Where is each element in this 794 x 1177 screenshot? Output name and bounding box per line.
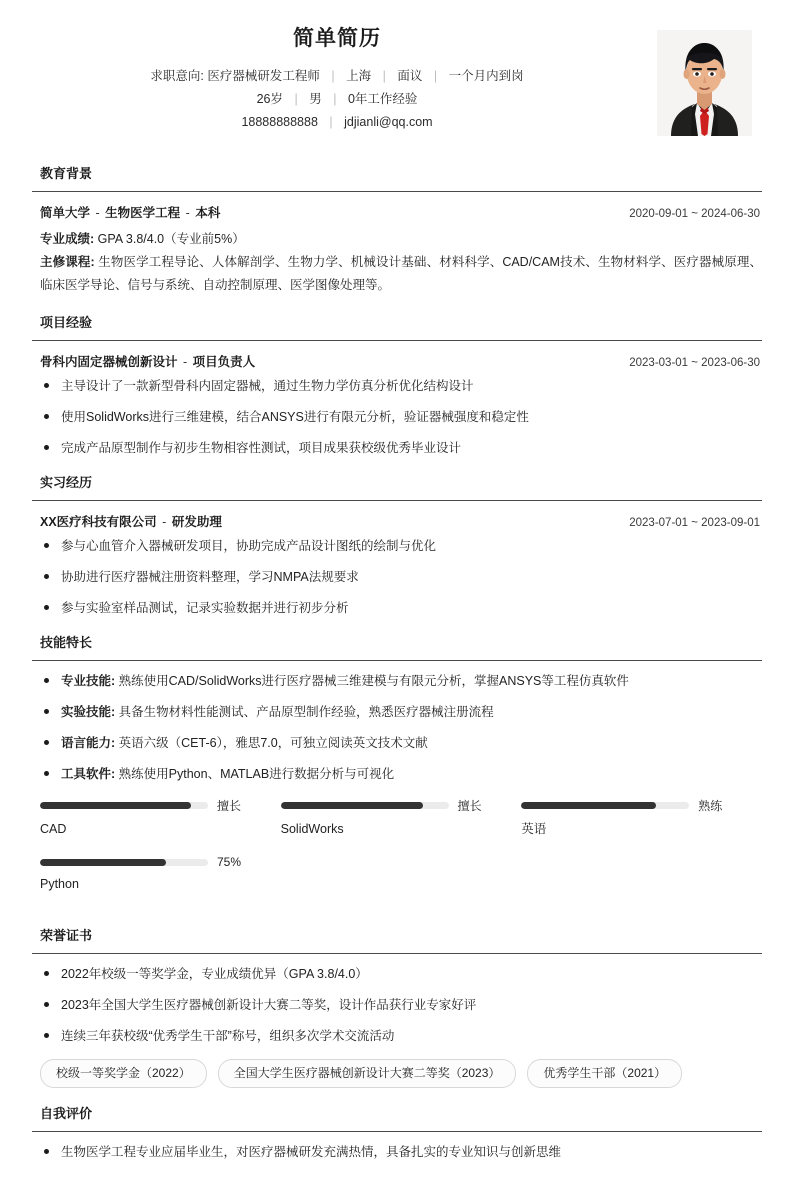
skill-progress-track [40,802,208,809]
skill-level-label: 75% [217,855,242,869]
section-divider [32,340,762,341]
personal-info-line [32,88,642,111]
list-item: 参与实验室样品测试，记录实验数据并进行初步分析 [40,599,762,617]
education-date: 2020-09-01 ~ 2024-06-30 [629,208,760,220]
skill-bar-item [281,797,522,838]
separator-icon: | [331,69,335,83]
contact-line [32,111,642,134]
job-intent-salary: 面议 [397,69,423,83]
skill-level-label: 擅长 [217,799,242,813]
skill-text: 英语六级（CET-6），雅思7.0，可独立阅读英文技术文献 [118,736,428,750]
honors-bullet-list [32,965,762,1045]
internship-company: XX医疗科技有限公司 [40,515,157,529]
skill-bar-grid [32,797,762,910]
section-title-self-evaluation: 自我评价 [40,1106,93,1121]
education-gpa-label: 专业成绩: [40,232,95,246]
separator-icon: | [382,69,386,83]
contact-email: jdjianli@qq.com [344,115,433,129]
resume-header [32,18,762,148]
honor-chip[interactable]: 校级一等奖学金（2022） [40,1059,207,1088]
personal-experience: 0年工作经验 [347,92,418,106]
project-date: 2023-03-01 ~ 2023-06-30 [629,357,760,369]
honor-chip[interactable]: 优秀学生干部（2021） [527,1059,682,1088]
section-divider [32,500,762,501]
separator-icon: | [333,92,337,106]
job-intent-position: 医疗器械研发工程师 [207,69,320,83]
skill-progress-fill [281,802,424,809]
skill-bar-row [521,797,736,814]
list-item: 2022年校级一等奖学金，专业成绩优异（GPA 3.8/4.0） [40,965,762,983]
header-text-block [32,24,762,134]
list-item [40,703,762,721]
personal-age: 26岁 [256,92,283,106]
project-entry [32,352,762,457]
contact-phone: 18888888888 [241,115,318,129]
skill-level-label: 熟练 [698,799,723,813]
list-item [40,672,762,690]
list-item [40,765,762,783]
section-education [32,164,762,297]
skill-text: 熟练使用Python、MATLAB进行数据分析与可视化 [118,767,395,781]
section-divider [32,191,762,192]
list-item: 使用SolidWorks进行三维建模，结合ANSYS进行有限元分析，验证器械强度和稳定性 [40,408,762,426]
project-entry-title [40,352,255,370]
skill-progress-fill [521,802,655,809]
skill-bar-row [40,855,255,869]
education-entry [32,203,762,297]
education-courses-value: 生物医学工程导论、人体解剖学、生物力学、机械设计基础、材料科学、CAD/CAM技术、生物材料学、医疗器械原理、临床医学导论、信号与系统、自动控制原理、医学图像处理等。 [40,255,762,292]
page-title: 简单简历 [293,27,381,50]
job-intent-line [32,65,642,88]
personal-gender: 男 [309,92,322,106]
skill-label: 工具软件: [61,767,116,781]
title-separator: - [95,206,100,220]
separator-icon: | [294,92,298,106]
skill-bar-row [40,797,255,814]
section-title-skills: 技能特长 [40,635,93,650]
education-major: 生物医学工程 [105,206,181,220]
list-item: 协助进行医疗器械注册资料整理，学习NMPA法规要求 [40,568,762,586]
education-gpa-line [32,228,762,251]
skill-bar-item [521,797,762,838]
section-divider [32,953,762,954]
title-separator: - [183,355,188,369]
section-skills [32,633,762,910]
section-project [32,313,762,457]
skill-bar-row [281,797,496,814]
list-item: 连续三年获校级“优秀学生干部”称号，组织多次学术交流活动 [40,1027,762,1045]
avatar [657,30,752,136]
section-self-evaluation [32,1104,762,1161]
list-item: 参与心血管介入器械研发项目，协助完成产品设计图纸的绘制与优化 [40,537,762,555]
internship-role: 研发助理 [171,515,222,529]
education-courses-line [32,251,762,297]
separator-icon: | [329,115,333,129]
section-honors [32,926,762,1088]
skill-progress-track [40,859,208,866]
skill-progress-fill [40,802,191,809]
education-entry-title [40,203,220,221]
skill-label: 实验技能: [61,705,116,719]
project-name: 骨科内固定器械创新设计 [40,355,178,369]
education-entry-head [32,203,762,221]
section-divider [32,660,762,661]
skill-level-label: 擅长 [457,799,482,813]
education-school: 简单大学 [40,206,91,220]
title-separator: - [185,206,190,220]
title-separator: - [162,515,167,529]
education-gpa-value: GPA 3.8/4.0（专业前5%） [97,232,245,246]
skill-label: 专业技能: [61,674,116,688]
internship-date: 2023-07-01 ~ 2023-09-01 [629,517,760,529]
skill-name-label: 英语 [521,822,547,836]
section-title-education: 教育背景 [40,166,93,181]
skill-name-label: Python [40,877,79,891]
internship-entry [32,512,762,617]
list-item: 生物医学工程专业应届毕业生，对医疗器械研发充满热情，具备扎实的专业知识与创新思维 [40,1143,762,1161]
job-intent-city: 上海 [346,69,372,83]
list-item: 主导设计了一款新型骨科内固定器械，通过生物力学仿真分析优化结构设计 [40,377,762,395]
education-courses-label: 主修课程: [40,255,95,269]
section-title-project: 项目经验 [40,315,93,330]
skill-bar-item [40,797,281,838]
skill-bar-item [40,855,281,893]
list-item: 完成产品原型制作与初步生物相容性测试，项目成果获校级优秀毕业设计 [40,439,762,457]
project-entry-head [32,352,762,370]
skill-name-label: CAD [40,822,67,836]
skill-progress-track [521,802,689,809]
section-title-honors: 荣誉证书 [40,928,93,943]
section-internship [32,473,762,617]
list-item: 2023年全国大学生医疗器械创新设计大赛二等奖，设计作品获行业专家好评 [40,996,762,1014]
skill-progress-fill [40,859,166,866]
list-item [40,734,762,752]
honor-chip-list [32,1059,762,1088]
bottom-spacer [32,1163,762,1167]
self-evaluation-bullet-list [32,1143,762,1161]
project-bullet-list [32,377,762,457]
skills-bullet-list [32,672,762,783]
resume-sheet [10,0,784,1177]
education-degree: 本科 [195,206,221,220]
internship-entry-head [32,512,762,530]
skill-progress-track [281,802,449,809]
skill-text: 具备生物材料性能测试、产品原型制作经验，熟悉医疗器械注册流程 [118,705,494,719]
honor-chip[interactable]: 全国大学生医疗器械创新设计大赛二等奖（2023） [218,1059,517,1088]
skill-text: 熟练使用CAD/SolidWorks进行医疗器械三维建模与有限元分析，掌握ANSYS等工程仿真软件 [118,674,629,688]
job-intent-label: 求职意向: [150,69,204,83]
internship-bullet-list [32,537,762,617]
internship-entry-title [40,512,222,530]
skill-label: 语言能力: [61,736,116,750]
section-title-internship: 实习经历 [40,475,93,490]
project-role: 项目负责人 [192,355,256,369]
separator-icon: | [433,69,438,83]
job-intent-availability: 一个月内到岗 [448,69,524,83]
section-divider [32,1131,762,1132]
skill-name-label: SolidWorks [280,822,344,836]
